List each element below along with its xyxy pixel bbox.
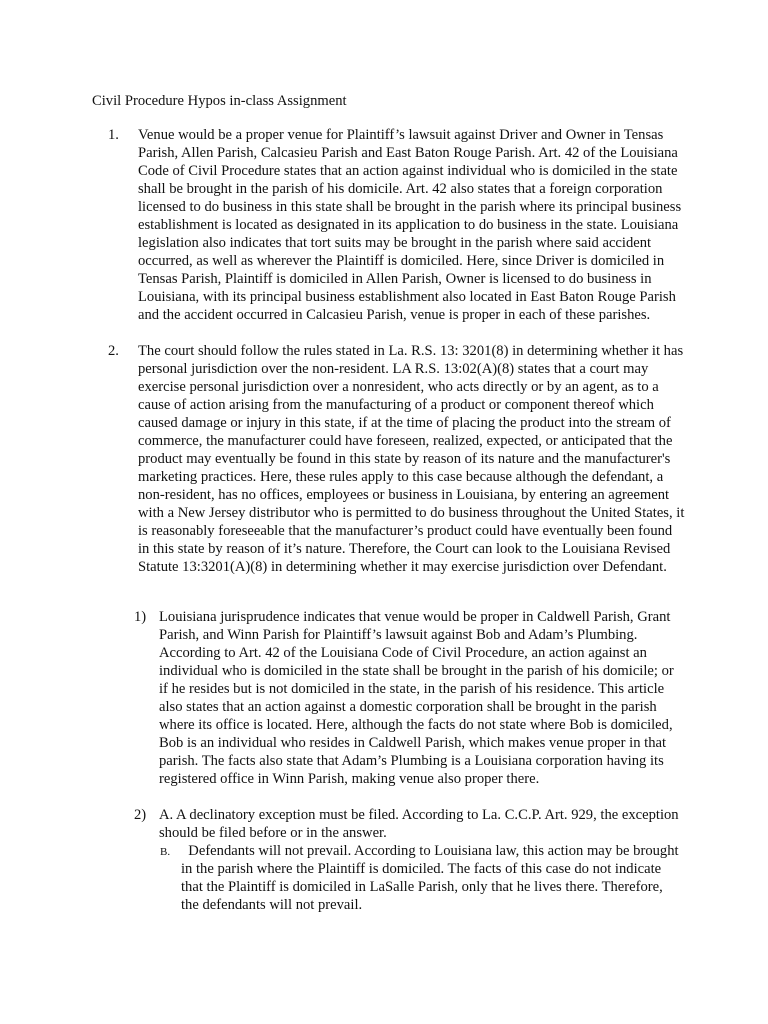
list-number: 2. <box>108 343 119 359</box>
list-item-text: A. A declinatory exception must be filed. According to La. C.C.P. Art. 929, the exception should be filed before or in the answer. <box>159 807 679 841</box>
list-item-text: Venue would be a proper venue for Plaintiff’s lawsuit against Driver and Owner in Tensas Parish, Allen Parish, Calcasieu Parish and East Baton Rouge Parish. Art. 42 of the Louisiana Code of Civil Procedure states that an action against individual who is domiciled in the state shall be brought in the parish of his domicile. Art. 42 also states that a foreign corporation licensed to do business in this state shall be brought in the parish where its principal business establishment is located as designated in its application to do business in the state. Louisiana legislation also indicates that tort suits may be brought in the parish where said accident occurred, as well as wherever the Plaintiff is domiciled. Here, since Driver is domiciled in Tensas Parish, Plaintiff is domiciled in Allen Parish, Owner is licensed to do business in Louisiana, with its principal business establishment also located in East Baton Rouge Parish and the accident occurred in Calcasieu Parish, venue is proper in each of these parishes. <box>138 127 682 323</box>
list-letter: B. <box>160 846 171 858</box>
list-item-text: Louisiana jurisprudence indicates that venue would be proper in Caldwell Parish, Grant Parish, and Winn Parish for Plaintiff’s lawsuit against Bob and Adam’s Plumbing. According to Art. 42 of the Louisiana Code of Civil Procedure, an action against an individual who is domiciled in the state shall be brought in the parish of his domicile; or if he resides but is not domiciled in the state, in the parish of his residence. This article also states that an action against a domestic corporation shall be brought in the parish where its office is located. Here, although the facts do not state where Bob is domiciled, Bob is an individual who resides in Caldwell Parish, which makes venue proper in that parish. The facts also state that Adam’s Plumbing is a Louisiana corporation having its registered office in Winn Parish, making venue also proper there. <box>159 609 674 787</box>
list-number: 2) <box>134 807 147 823</box>
list-item-text: The court should follow the rules stated in La. R.S. 13: 3201(8) in determining whether it has personal jurisdiction over the non-resident. LA R.S. 13:02(A)(8) states that a court may exercise personal jurisdiction over a nonresident, who acts directly or by an agent, as to a cause of action arising from the manufacturing of a product or component thereof which caused damage or injury in this state, if at the time of placing the product into the stream of commerce, the manufacturer could have foreseen, realized, expected, or anticipated that the product may eventually be found in this state by reason of its nature and the manufacturer's marketing practices. Here, these rules apply to this case because although the defendant, a non-resident, has no offices, employees or business in Louisiana, by entering an agreement with a New Jersey distributor who is permitted to do business throughout the United States, it is reasonably foreseeable that the manufacturer’s product could have eventually been found in this state by reason of it’s nature. Therefore, the Court can look to the Louisiana Revised Statute 13:3201(A)(8) in determining whether it may exercise jurisdiction over Defendant. <box>138 343 685 575</box>
list-number: 1. <box>108 127 119 143</box>
document-title: Civil Procedure Hypos in-class Assignment <box>92 93 347 109</box>
list-item-text: Defendants will not prevail. According to Louisiana law, this action may be brought in the parish where the Plaintiff is domiciled. The facts of this case do not indicate that the Plaintiff is domiciled in LaSalle Parish, only that he lives there. Therefore, the defendants will not prevail. <box>181 843 683 913</box>
list-number: 1) <box>134 609 147 625</box>
